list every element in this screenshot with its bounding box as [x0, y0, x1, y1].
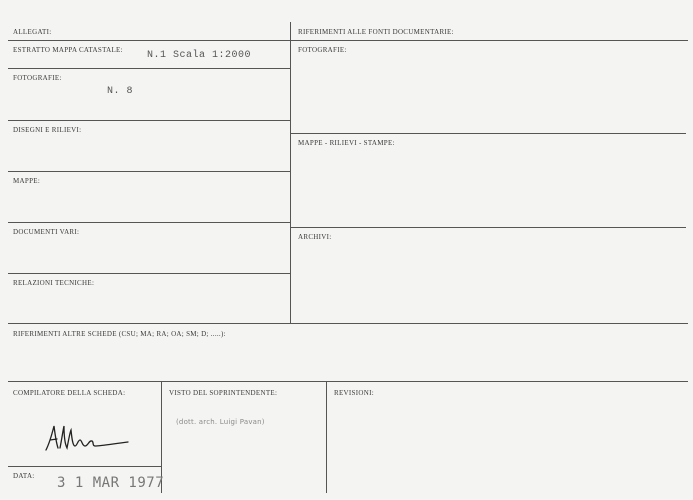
data-label: DATA:	[13, 472, 35, 480]
allegati-label: ALLEGATI:	[13, 28, 52, 36]
data-value-stamp: 3 1 MAR 1977	[57, 475, 165, 491]
relazioni-tecniche-label: RELAZIONI TECNICHE:	[13, 279, 95, 287]
compilatore-label: COMPILATORE DELLA SCHEDA:	[13, 389, 126, 397]
left-rule-3	[8, 171, 290, 172]
mid-rule-2	[8, 381, 688, 382]
mappe-label: MAPPE:	[13, 177, 41, 185]
left-rule-4	[8, 222, 290, 223]
date-rule	[8, 466, 161, 467]
visto-soprintendente-label: VISTO DEL SOPRINTENDENTE:	[169, 389, 278, 397]
archivi-label: ARCHIVI:	[298, 233, 332, 241]
riferimenti-altre-schede-label: RIFERIMENTI ALTRE SCHEDE (CSU; MA; RA; OA; SM; D; .....):	[13, 330, 226, 338]
fotografie-fonti-label: FOTOGRAFIE:	[298, 46, 347, 54]
fotografie-label: FOTOGRAFIE:	[13, 74, 62, 82]
bottom-divider-2	[326, 381, 327, 493]
estratto-mappa-label: ESTRATTO MAPPA CATASTALE:	[13, 46, 123, 54]
left-rule-1	[8, 68, 290, 69]
documenti-vari-label: DOCUMENTI VARI:	[13, 228, 80, 236]
visto-stamp: (dott. arch. Luigi Pavan)	[176, 418, 265, 426]
left-rule-5	[8, 273, 290, 274]
mappe-rilievi-stampe-label: MAPPE - RILIEVI - STAMPE:	[298, 139, 395, 147]
mid-rule-1	[8, 323, 688, 324]
right-rule-2	[291, 227, 686, 228]
center-divider	[290, 22, 291, 324]
revisioni-label: REVISIONI:	[334, 389, 374, 397]
disegni-rilievi-label: DISEGNI E RILIEVI:	[13, 126, 82, 134]
fotografie-value: N. 8	[107, 86, 134, 97]
estratto-mappa-value: N.1 Scala 1:2000	[147, 50, 252, 61]
top-rule	[8, 40, 688, 41]
left-rule-2	[8, 120, 290, 121]
right-rule-1	[291, 133, 686, 134]
compilatore-signature	[42, 420, 132, 454]
riferimenti-fonti-label: RIFERIMENTI ALLE FONTI DOCUMENTARIE:	[298, 28, 454, 36]
